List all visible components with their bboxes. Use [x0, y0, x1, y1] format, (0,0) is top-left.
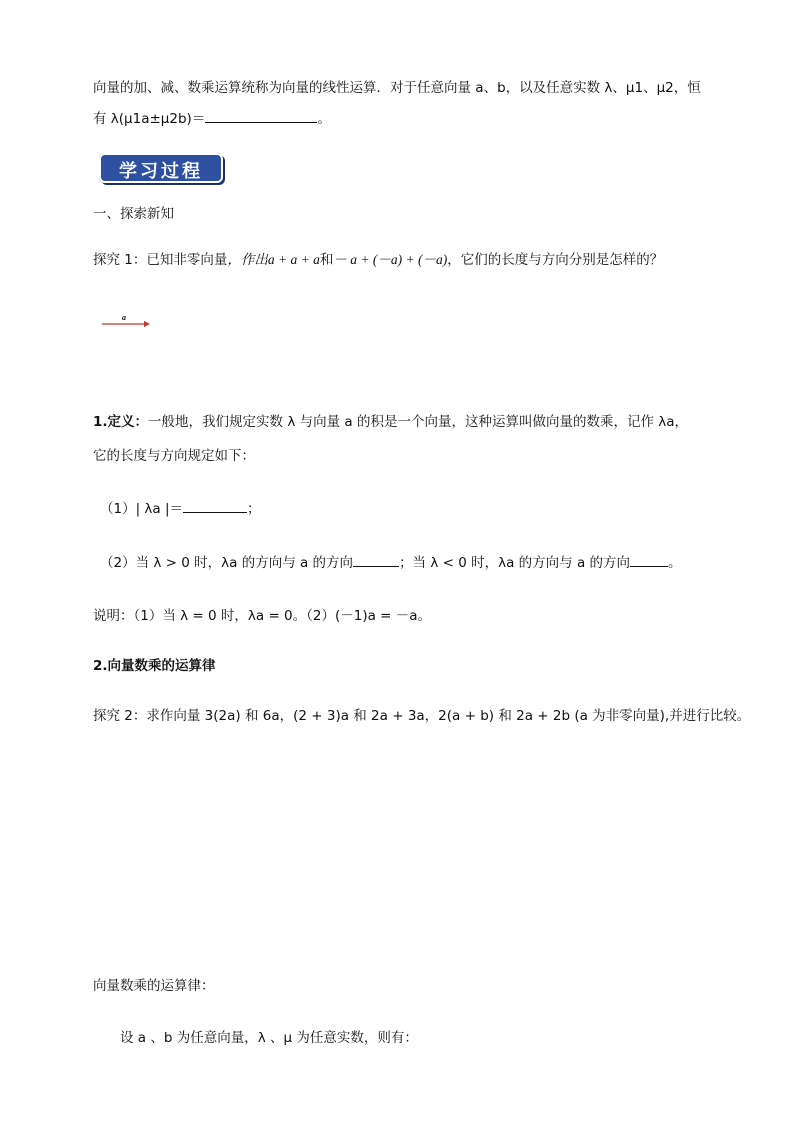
law-setup — [120, 1028, 418, 1048]
answer-blank-direction-pos[interactable] — [353, 552, 399, 567]
law-setup-text: 设 a 、b 为任意向量，λ 、μ 为任意实数，则有： — [120, 1030, 418, 1046]
intro-text-2-end: 。 — [317, 111, 331, 127]
rule2-text-a: （2）当 λ > 0 时，λa 的方向与 a 的方向 — [100, 555, 354, 571]
vector-a-arrowhead — [144, 321, 150, 327]
part1-heading-text: 一、探索新知 — [93, 206, 174, 222]
rule2-line — [100, 552, 682, 573]
definition-line-1 — [93, 412, 688, 432]
explore1-prefix: 探究 1：已知非零向量 — [93, 252, 228, 268]
rule1-prefix: （1）| λa |＝ — [100, 501, 184, 517]
note-text: 说明：（1）当 λ = 0 时，λa = 0。（2）(－1)a = －a。 — [93, 608, 432, 624]
vector-a-figure — [100, 312, 152, 330]
law-title — [93, 976, 215, 996]
section-banner — [99, 153, 223, 183]
explore1-neg-expr: － a + (－a) + (－a) — [333, 252, 448, 267]
answer-blank-linear[interactable] — [205, 108, 317, 123]
definition-text-2: 它的长度与方向规定如下： — [93, 448, 255, 464]
explore1-and: 和 — [319, 252, 334, 268]
vector-a-label: a — [122, 313, 126, 322]
explore1-mid: ，作出 — [227, 252, 268, 267]
answer-blank-direction-neg[interactable] — [630, 552, 668, 567]
note-line — [93, 606, 431, 626]
explore1-sum-expr: a + a + a — [267, 252, 320, 267]
law-heading — [93, 656, 216, 676]
intro-text-2: 有 λ(μ1a±μ2b)＝ — [93, 111, 206, 127]
rule2-text-b: ；当 λ < 0 时，λa 的方向与 a 的方向 — [399, 555, 631, 571]
explore2-line — [93, 706, 750, 726]
answer-blank-length[interactable] — [183, 498, 247, 513]
definition-text-1: 一般地，我们规定实数 λ 与向量 a 的积是一个向量，这种运算叫做向量的数乘，记作 λa， — [148, 414, 689, 430]
intro-text-1: 向量的加、减、数乘运算统称为向量的线性运算．对于任意向量 a、b，以及任意实数 λ、μ1、μ2，恒 — [93, 80, 701, 96]
explore1-line — [93, 250, 663, 270]
section-banner-title: 学习过程 — [119, 161, 203, 182]
explore1-suffix: ，它们的长度与方向分别是怎样的？ — [447, 252, 664, 268]
intro-line-1 — [93, 78, 701, 98]
intro-line-2 — [93, 108, 331, 129]
definition-label: 1.定义： — [93, 414, 149, 430]
rule1-suffix: ； — [247, 501, 261, 517]
law-heading-text: 2.向量数乘的运算律 — [93, 658, 216, 674]
rule1-line — [100, 498, 261, 519]
explore2-text: 探究 2：求作向量 3(2a) 和 6a，(2 + 3)a 和 2a + 3a，2(a + b) 和 2a + 2b (a 为非零向量),并进行比较。 — [93, 708, 751, 724]
rule2-text-c: 。 — [668, 555, 682, 571]
law-title-text: 向量数乘的运算律： — [93, 978, 215, 994]
definition-line-2 — [93, 446, 255, 466]
part1-heading — [93, 204, 174, 224]
